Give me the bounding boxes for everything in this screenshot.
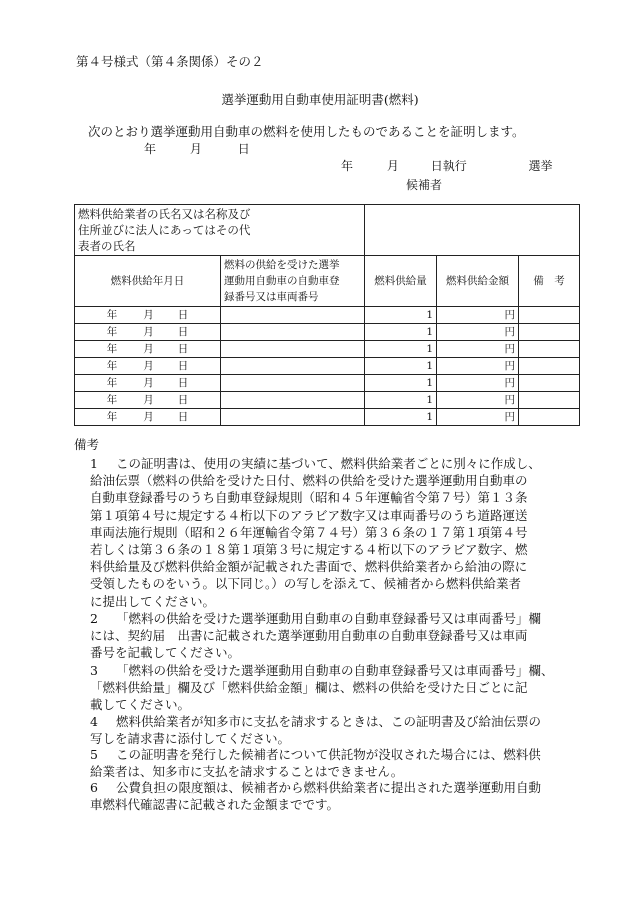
supply-date-year-label: 年 [106,360,118,372]
supply-date-day-label: 日 [177,394,189,406]
form-number-label: 第４号様式（第４条関係）その２ [76,54,264,69]
document-title: 選挙運動用自動車使用証明書(燃料) [221,92,419,107]
registration-cell[interactable] [221,392,365,409]
supply-date-day-label: 日 [177,343,189,355]
table-body [75,307,580,426]
supply-date-cell[interactable] [75,341,221,358]
table-row [75,358,580,375]
supply-date-month-label: 月 [143,326,154,338]
header-row [75,256,580,307]
note-line: 車燃料代確認書に記載された金額までです。 [90,797,340,813]
election-year-label: 年 [341,159,354,173]
fuel-certificate-table [74,204,580,426]
note-number: 6 [90,780,98,795]
table-row [75,409,580,426]
note-line: 給油伝票（燃料の供給を受けた日付、燃料の供給を受けた選挙運動用自動車の [90,473,528,489]
issue-day-label: 日 [237,142,250,156]
note-number: 4 [90,714,98,729]
table-row [75,307,580,324]
note-line: 番号を記載してください。 [90,645,241,661]
note-line: に提出してください。 [90,593,216,609]
remarks-cell[interactable] [519,392,580,409]
note-line: 料供給量及び燃料供給金額が記載された書面で、燃料供給業者から給油の際に [90,559,528,575]
registration-cell[interactable] [221,409,365,426]
amount-cell[interactable]: 円 [437,409,519,426]
supplier-name-field[interactable] [365,205,580,256]
election-month-label: 月 [386,159,399,173]
remarks-cell[interactable] [519,375,580,392]
supply-date-month-label: 月 [143,411,154,423]
note-number: 5 [90,747,98,762]
candidate-label: 候補者 [406,178,443,192]
issue-year-label: 年 [144,142,157,156]
supplier-row [75,205,580,256]
quantity-cell[interactable]: 1 [365,392,437,409]
supply-date-year-label: 年 [106,343,118,355]
quantity-cell[interactable]: 1 [365,409,437,426]
election-label: 選挙 [528,159,553,173]
supply-date-day-label: 日 [177,411,189,423]
header-registration [221,256,365,307]
amount-cell[interactable]: 円 [437,307,519,324]
remarks-cell[interactable] [519,341,580,358]
remarks-cell[interactable] [519,358,580,375]
registration-cell[interactable] [221,307,365,324]
header-registration-line: 録番号又は車両番号 [224,291,319,303]
issue-month-label: 月 [189,142,202,156]
quantity-cell[interactable]: 1 [365,358,437,375]
note-number: 2 [90,611,98,626]
note-line: 第１項第４号に規定する４桁以下のアラビア数字又は車両番号のうち道路運送 [90,507,528,523]
supply-date-cell[interactable] [75,392,221,409]
note-line: 若しくは第３６条の１８第１項第３号に規定する４桁以下のアラビア数字、燃 [90,542,528,557]
note-line: 「燃料の供給を受けた選挙運動用自動車の自動車登録番号又は車両番号」欄 [116,611,542,626]
header-remarks: 備 考 [519,256,580,307]
header-quantity: 燃料供給量 [365,256,437,307]
remarks-cell[interactable] [519,307,580,324]
supply-date-month-label: 月 [143,343,154,355]
table-row [75,324,580,341]
note-line: 載してください。 [90,697,191,713]
supply-date-cell[interactable] [75,324,221,341]
supplier-label-line: 住所並びに法人にあってはその代 [78,223,251,237]
supply-date-day-label: 日 [177,309,189,321]
header-amount: 燃料供給金額 [437,256,519,307]
issue-date [118,140,250,157]
quantity-cell[interactable]: 1 [365,341,437,358]
amount-cell[interactable]: 円 [437,324,519,341]
supplier-label-line: 表者の氏名 [78,239,136,253]
election-executed-label: 日執行 [430,159,467,173]
note-line: 写しを請求書に添付してください。 [90,731,291,747]
supply-date-month-label: 月 [143,309,154,321]
certification-statement: 次のとおり選挙運動用自動車の燃料を使用したものであることを証明します。 [88,124,525,139]
note-line: には、契約届 出書に記載された選挙運動用自動車の自動車登録番号又は車両 [90,628,528,644]
supply-date-day-label: 日 [177,360,189,372]
registration-cell[interactable] [221,358,365,375]
supply-date-year-label: 年 [106,326,118,338]
remarks-cell[interactable] [519,324,580,341]
registration-cell[interactable] [221,375,365,392]
notes-heading: 備考 [74,437,100,452]
table-row [75,341,580,358]
supply-date-month-label: 月 [143,394,154,406]
supply-date-cell[interactable] [75,358,221,375]
supply-date-day-label: 日 [177,377,189,389]
supply-date-cell[interactable] [75,307,221,324]
quantity-cell[interactable]: 1 [365,375,437,392]
supply-date-month-label: 月 [143,360,154,372]
header-registration-line: 燃料の供給を受けた選挙 [224,259,340,271]
quantity-cell[interactable]: 1 [365,307,437,324]
header-date: 燃料供給年月日 [75,256,221,307]
note-line: この証明書は、使用の実績に基づいて、燃料供給業者ごとに別々に作成し、 [116,456,541,471]
supplier-label [75,205,365,256]
note-line: 自動車登録番号のうち自動車登録規則（昭和４５年運輸省令第７号）第１３条 [90,490,528,506]
supply-date-year-label: 年 [106,394,118,406]
note-line: 「燃料の供給を受けた選挙運動用自動車の自動車登録番号又は車両番号」欄、 [116,663,554,678]
note-line: 公費負担の限度額は、候補者から燃料供給業者に提出された選挙運動用自動 [116,780,542,795]
supply-date-year-label: 年 [106,411,118,423]
note-line: この証明書を発行した候補者について供託物が没収された場合には、燃料供 [116,747,541,762]
table-row [75,392,580,409]
note-line: 受領したものをいう。以下同じ。）の写しを添えて、候補者から燃料供給業者 [90,576,522,592]
amount-cell[interactable]: 円 [437,341,519,358]
note-number: 1 [90,456,98,471]
supply-date-month-label: 月 [143,377,154,389]
supply-date-cell[interactable] [75,375,221,392]
note-line: 車両法施行規則（昭和２６年運輸省令第７４号）第３６条の１７第１項第４号 [90,524,528,540]
supply-date-year-label: 年 [106,309,118,321]
registration-cell[interactable] [221,341,365,358]
amount-cell[interactable]: 円 [437,392,519,409]
election-line [341,157,553,174]
note-line: 給業者は、知多市に支払を請求することはできません。 [90,764,404,780]
supply-date-cell[interactable] [75,409,221,426]
supply-date-year-label: 年 [106,377,118,389]
quantity-cell[interactable]: 1 [365,324,437,341]
amount-cell[interactable]: 円 [437,375,519,392]
amount-cell[interactable]: 円 [437,358,519,375]
supply-date-day-label: 日 [177,326,189,338]
supplier-label-line: 燃料供給業者の氏名又は名称及び [78,207,251,221]
header-registration-line: 運動用自動車の自動車登 [224,275,340,287]
table-row [75,375,580,392]
note-line: 「燃料供給量」欄及び「燃料供給金額」欄は、燃料の供給を受けた日ごとに記 [90,680,528,696]
note-number: 3 [90,663,98,678]
registration-cell[interactable] [221,324,365,341]
remarks-cell[interactable] [519,409,580,426]
note-line: 燃料供給業者が知多市に支払を請求するときは、この証明書及び給油伝票の [116,714,542,729]
